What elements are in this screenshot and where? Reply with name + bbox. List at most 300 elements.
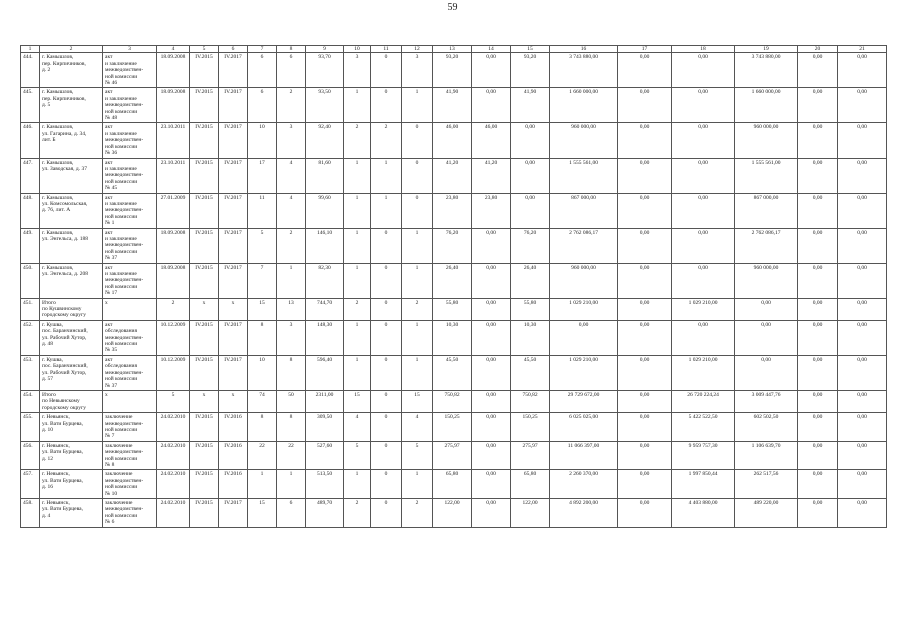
document-date-cell: 5 [157,390,190,412]
address-cell: г. Камышлов, ул. Энгельса, д. 208 [40,263,103,298]
planned-start-cell: IV.2015 [190,193,219,228]
area-total-cell: 76,20 [433,228,472,263]
regional-budget-cell: 0,00 [672,228,735,263]
column-number-header: 14 [472,46,511,53]
address-cell: Итого по Невьянскому городскому округу [40,390,103,412]
other-source-cell: 0,00 [838,470,887,499]
regional-budget-cell: 4 403 880,00 [672,499,735,528]
fund-cost-cell: 0,00 [618,298,672,320]
area-private-cell: 0,00 [472,298,511,320]
area-municipal-cell: 41,90 [511,88,550,123]
column-number-header: 2 [40,46,103,53]
cost-total-cell: 29 729 672,00 [550,390,618,412]
address-cell: г. Невьянск, ул. Вати Бурцева, д. 4 [40,499,103,528]
planned-start-cell: IV.2015 [190,228,219,263]
document-cell: заключение межведомствен- ной комиссии № 10 [103,470,157,499]
planned-end-cell: IV.2017 [219,193,248,228]
planned-start-cell: IV.2015 [190,413,219,442]
other-source-cell: 0,00 [838,88,887,123]
column-number-header: 5 [190,46,219,53]
cost-total-cell: 2 260 370,00 [550,470,618,499]
address-cell: г. Камышлов, ул. Заводская, д. 37 [40,158,103,193]
residents-count-cell: 11 [248,193,277,228]
local-budget-cell: 960 000,00 [735,263,798,298]
table-row [21,355,887,390]
local-budget-cell: 602 502,50 [735,413,798,442]
building-area-cell: 146,10 [306,228,344,263]
residents-planned-cell: 4 [277,158,306,193]
other-source-cell: 0,00 [838,355,887,390]
planned-end-cell: IV.2017 [219,123,248,158]
column-number-header: 3 [103,46,157,53]
regional-budget-cell: 0,00 [672,320,735,355]
area-private-cell: 0,00 [472,499,511,528]
rooms-municipal-cell: 0 [402,158,433,193]
row-number-cell: 448. [21,193,40,228]
column-number-header-row [21,46,887,53]
planned-end-cell: x [219,298,248,320]
area-municipal-cell: 93,20 [511,53,550,88]
regional-budget-cell: 0,00 [672,88,735,123]
rooms-municipal-cell: 2 [402,499,433,528]
document-date-cell: 10.12.2009 [157,355,190,390]
row-number-cell: 456. [21,441,40,470]
planned-end-cell: IV.2017 [219,263,248,298]
cost-total-cell: 1 029 210,00 [550,355,618,390]
residents-planned-cell: 1 [277,470,306,499]
rooms-municipal-cell: 0 [402,123,433,158]
column-number-header: 6 [219,46,248,53]
rooms-private-cell: 0 [371,320,402,355]
area-municipal-cell: 0,00 [511,193,550,228]
document-date-cell: 24.02.2010 [157,470,190,499]
planned-start-cell: IV.2015 [190,355,219,390]
column-number-header: 18 [672,46,735,53]
row-number-cell: 449. [21,228,40,263]
area-private-cell: 0,00 [472,355,511,390]
document-date-cell: 18.09.2008 [157,263,190,298]
planned-start-cell: IV.2015 [190,53,219,88]
regional-budget-cell: 0,00 [672,263,735,298]
other-source-cell: 0,00 [838,320,887,355]
area-private-cell: 0,00 [472,88,511,123]
local-budget-cell: 960 000,00 [735,123,798,158]
residents-planned-cell: 3 [277,320,306,355]
other-source-cell: 0,00 [838,53,887,88]
rooms-total-cell: 1 [344,263,371,298]
row-number-cell: 454. [21,390,40,412]
area-total-cell: 41,90 [433,88,472,123]
rooms-private-cell: 0 [371,53,402,88]
residents-planned-cell: 13 [277,298,306,320]
table-row [21,441,887,470]
building-area-cell: 309,50 [306,413,344,442]
fund-cost-cell: 0,00 [618,88,672,123]
extra-source-cell: 0,00 [798,470,838,499]
rooms-municipal-cell: 1 [402,320,433,355]
row-number-cell: 455. [21,413,40,442]
area-municipal-cell: 45,50 [511,355,550,390]
building-area-cell: 513,50 [306,470,344,499]
planned-start-cell: IV.2015 [190,263,219,298]
table-row [21,53,887,88]
row-number-cell: 458. [21,499,40,528]
rooms-municipal-cell: 5 [402,441,433,470]
row-number-cell: 452. [21,320,40,355]
fund-cost-cell: 0,00 [618,413,672,442]
building-area-cell: 489,70 [306,499,344,528]
planned-end-cell: x [219,390,248,412]
cost-total-cell: 11 066 397,00 [550,441,618,470]
cost-total-cell: 0,00 [550,320,618,355]
rooms-total-cell: 1 [344,193,371,228]
planned-end-cell: IV.2016 [219,441,248,470]
other-source-cell: 0,00 [838,441,887,470]
table-row [21,298,887,320]
area-total-cell: 93,20 [433,53,472,88]
fund-cost-cell: 0,00 [618,228,672,263]
rooms-private-cell: 0 [371,470,402,499]
extra-source-cell: 0,00 [798,298,838,320]
residents-count-cell: 74 [248,390,277,412]
document-cell: заключение межведомствен- ной комиссии № 8 [103,441,157,470]
area-private-cell: 0,00 [472,470,511,499]
cost-total-cell: 960 000,00 [550,123,618,158]
extra-source-cell: 0,00 [798,441,838,470]
planned-start-cell: IV.2015 [190,470,219,499]
planned-end-cell: IV.2016 [219,413,248,442]
column-number-header: 4 [157,46,190,53]
regional-budget-cell: 0,00 [672,193,735,228]
building-area-cell: 596,40 [306,355,344,390]
address-cell: г. Камышлов, ул. Энгельса, д. 188 [40,228,103,263]
planned-end-cell: IV.2017 [219,355,248,390]
extra-source-cell: 0,00 [798,123,838,158]
residents-planned-cell: 1 [277,263,306,298]
local-budget-cell: 2 762 086,17 [735,228,798,263]
document-date-cell: 23.10.2011 [157,158,190,193]
planned-end-cell: IV.2017 [219,320,248,355]
column-number-header: 12 [402,46,433,53]
rooms-private-cell: 0 [371,298,402,320]
rooms-total-cell: 5 [344,441,371,470]
area-private-cell: 46,00 [472,123,511,158]
rooms-total-cell: 1 [344,355,371,390]
other-source-cell: 0,00 [838,193,887,228]
planned-start-cell: IV.2015 [190,123,219,158]
rooms-total-cell: 2 [344,123,371,158]
area-private-cell: 0,00 [472,413,511,442]
row-number-cell: 453. [21,355,40,390]
other-source-cell: 0,00 [838,413,887,442]
regional-budget-cell: 9 959 757,30 [672,441,735,470]
rooms-municipal-cell: 15 [402,390,433,412]
cost-total-cell: 2 762 086,17 [550,228,618,263]
rooms-private-cell: 2 [371,123,402,158]
planned-end-cell: IV.2017 [219,158,248,193]
extra-source-cell: 0,00 [798,413,838,442]
rooms-total-cell: 1 [344,228,371,263]
document-cell: акт и заключение межведомствен- ной комиссии № 17 [103,263,157,298]
column-number-header: 7 [248,46,277,53]
table-row [21,470,887,499]
planned-end-cell: IV.2017 [219,88,248,123]
area-private-cell: 0,00 [472,390,511,412]
planned-start-cell: IV.2015 [190,441,219,470]
area-private-cell: 0,00 [472,53,511,88]
local-budget-cell: 1 555 561,00 [735,158,798,193]
rooms-private-cell: 0 [371,88,402,123]
document-date-cell: 24.02.2010 [157,499,190,528]
address-cell: г. Камышлов, пер. Кирпичников, д. 2 [40,53,103,88]
column-number-header: 1 [21,46,40,53]
fund-cost-cell: 0,00 [618,441,672,470]
local-budget-cell: 1 660 000,00 [735,88,798,123]
regional-budget-cell: 0,00 [672,123,735,158]
other-source-cell: 0,00 [838,390,887,412]
area-total-cell: 65,80 [433,470,472,499]
column-number-header: 21 [838,46,887,53]
local-budget-cell: 3 009 447,76 [735,390,798,412]
residents-count-cell: 7 [248,263,277,298]
document-date-cell: 10.12.2009 [157,320,190,355]
fund-cost-cell: 0,00 [618,158,672,193]
residents-count-cell: 1 [248,470,277,499]
address-cell: г. Невьянск, ул. Вати Бурцева, д. 16 [40,470,103,499]
residents-count-cell: 8 [248,413,277,442]
area-municipal-cell: 750,82 [511,390,550,412]
local-budget-cell: 0,00 [735,320,798,355]
other-source-cell: 0,00 [838,228,887,263]
area-private-cell: 0,00 [472,228,511,263]
residents-count-cell: 17 [248,158,277,193]
residents-count-cell: 15 [248,499,277,528]
document-date-cell: 18.09.2008 [157,228,190,263]
rooms-municipal-cell: 3 [402,53,433,88]
local-budget-cell: 867 000,00 [735,193,798,228]
column-number-header: 20 [798,46,838,53]
cost-total-cell: 1 555 561,00 [550,158,618,193]
document-cell: x [103,390,157,412]
rooms-total-cell: 1 [344,320,371,355]
planned-end-cell: IV.2017 [219,53,248,88]
regional-budget-cell: 5 422 522,50 [672,413,735,442]
building-area-cell: 99,60 [306,193,344,228]
table-row [21,123,887,158]
extra-source-cell: 0,00 [798,158,838,193]
extra-source-cell: 0,00 [798,88,838,123]
area-private-cell: 0,00 [472,263,511,298]
row-number-cell: 447. [21,158,40,193]
row-number-cell: 450. [21,263,40,298]
extra-source-cell: 0,00 [798,228,838,263]
cost-total-cell: 3 743 880,00 [550,53,618,88]
area-municipal-cell: 122,00 [511,499,550,528]
address-cell: г. Камышлов, пер. Кирпичников, д. 5 [40,88,103,123]
document-cell: акт и заключение межведомствен- ной комиссии № 37 [103,228,157,263]
area-municipal-cell: 26,40 [511,263,550,298]
regional-budget-cell: 1 029 210,00 [672,298,735,320]
rooms-municipal-cell: 0 [402,193,433,228]
area-municipal-cell: 65,80 [511,470,550,499]
fund-cost-cell: 0,00 [618,390,672,412]
planned-start-cell: IV.2015 [190,320,219,355]
column-number-header: 9 [306,46,344,53]
extra-source-cell: 0,00 [798,499,838,528]
residents-count-cell: 6 [248,88,277,123]
rooms-private-cell: 0 [371,390,402,412]
fund-cost-cell: 0,00 [618,193,672,228]
building-area-cell: 2311,00 [306,390,344,412]
extra-source-cell: 0,00 [798,390,838,412]
area-private-cell: 0,00 [472,320,511,355]
residents-planned-cell: 2 [277,228,306,263]
document-cell: акт обследования межведомствен- ной комиссии № 35 [103,320,157,355]
cost-total-cell: 1 029 210,00 [550,298,618,320]
rooms-municipal-cell: 1 [402,228,433,263]
area-total-cell: 45,50 [433,355,472,390]
rooms-private-cell: 0 [371,499,402,528]
rooms-total-cell: 3 [344,53,371,88]
cost-total-cell: 4 892 200,00 [550,499,618,528]
table-row [21,320,887,355]
rooms-municipal-cell: 2 [402,298,433,320]
document-date-cell: 23.10.2011 [157,123,190,158]
document-cell: акт и заключение межведомствен- ной комиссии № 46 [103,53,157,88]
other-source-cell: 0,00 [838,123,887,158]
table-row [21,390,887,412]
area-municipal-cell: 55,80 [511,298,550,320]
column-number-header: 17 [618,46,672,53]
rooms-private-cell: 0 [371,441,402,470]
rooms-municipal-cell: 1 [402,88,433,123]
document-date-cell: 18.09.2008 [157,53,190,88]
residents-planned-cell: 50 [277,390,306,412]
rooms-total-cell: 1 [344,470,371,499]
rooms-total-cell: 2 [344,499,371,528]
rooms-private-cell: 0 [371,413,402,442]
document-date-cell: 27.01.2009 [157,193,190,228]
table-row [21,193,887,228]
residents-count-cell: 10 [248,355,277,390]
address-cell: г. Камышлов, ул. Комсомольская, д. 76, лит. А [40,193,103,228]
table-row [21,413,887,442]
fund-cost-cell: 0,00 [618,53,672,88]
fund-cost-cell: 0,00 [618,263,672,298]
column-number-header: 15 [511,46,550,53]
area-total-cell: 750,82 [433,390,472,412]
area-total-cell: 10,30 [433,320,472,355]
extra-source-cell: 0,00 [798,263,838,298]
fund-cost-cell: 0,00 [618,123,672,158]
rooms-total-cell: 4 [344,413,371,442]
rooms-municipal-cell: 1 [402,355,433,390]
address-cell: г. Камышлов, ул. Гагарина, д. 34, лит. Б [40,123,103,158]
rooms-total-cell: 2 [344,298,371,320]
cost-total-cell: 1 660 000,00 [550,88,618,123]
planned-start-cell: IV.2015 [190,158,219,193]
local-budget-cell: 0,00 [735,298,798,320]
residents-planned-cell: 6 [277,499,306,528]
local-budget-cell: 0,00 [735,355,798,390]
row-number-cell: 451. [21,298,40,320]
area-municipal-cell: 0,00 [511,158,550,193]
building-area-cell: 92,40 [306,123,344,158]
rooms-total-cell: 15 [344,390,371,412]
column-number-header: 11 [371,46,402,53]
residents-count-cell: 15 [248,298,277,320]
residents-planned-cell: 4 [277,193,306,228]
regional-budget-cell: 1 997 850,44 [672,470,735,499]
building-area-cell: 82,30 [306,263,344,298]
extra-source-cell: 0,00 [798,193,838,228]
residents-count-cell: 10 [248,123,277,158]
document-date-cell: 18.09.2008 [157,88,190,123]
table-row [21,499,887,528]
address-cell: г. Кушва, пос. Баранчинский, ул. Рабочий Хутор, д. 57 [40,355,103,390]
area-total-cell: 275,97 [433,441,472,470]
residents-count-cell: 6 [248,53,277,88]
rooms-private-cell: 1 [371,193,402,228]
building-area-cell: 93,70 [306,53,344,88]
area-total-cell: 26,40 [433,263,472,298]
document-cell: акт и заключение межведомствен- ной комиссии № 1 [103,193,157,228]
rooms-municipal-cell: 1 [402,470,433,499]
planned-start-cell: x [190,390,219,412]
area-private-cell: 23,80 [472,193,511,228]
residents-planned-cell: 2 [277,88,306,123]
planned-end-cell: IV.2017 [219,228,248,263]
address-cell: г. Невьянск, ул. Вати Бурцева, д. 12 [40,441,103,470]
residents-count-cell: 8 [248,320,277,355]
document-cell: x [103,298,157,320]
column-number-header: 19 [735,46,798,53]
table-row [21,263,887,298]
extra-source-cell: 0,00 [798,53,838,88]
building-area-cell: 93,50 [306,88,344,123]
residents-planned-cell: 8 [277,413,306,442]
document-cell: акт и заключение межведомствен- ной комиссии № 48 [103,88,157,123]
building-area-cell: 148,30 [306,320,344,355]
extra-source-cell: 0,00 [798,320,838,355]
rooms-municipal-cell: 1 [402,263,433,298]
regional-budget-cell: 0,00 [672,158,735,193]
area-total-cell: 23,80 [433,193,472,228]
page-number: 59 [447,2,458,13]
other-source-cell: 0,00 [838,298,887,320]
fund-cost-cell: 0,00 [618,320,672,355]
residents-count-cell: 5 [248,228,277,263]
building-area-cell: 744,70 [306,298,344,320]
residents-count-cell: 22 [248,441,277,470]
area-municipal-cell: 0,00 [511,123,550,158]
address-cell: г. Невьянск, ул. Вати Бурцева, д. 10 [40,413,103,442]
planned-start-cell: IV.2015 [190,499,219,528]
local-budget-cell: 489 220,00 [735,499,798,528]
rooms-total-cell: 1 [344,88,371,123]
planned-end-cell: IV.2016 [219,470,248,499]
row-number-cell: 446. [21,123,40,158]
column-number-header: 13 [433,46,472,53]
row-number-cell: 444. [21,53,40,88]
resettlement-register-table [20,45,887,528]
rooms-private-cell: 0 [371,228,402,263]
column-number-header: 10 [344,46,371,53]
residents-planned-cell: 22 [277,441,306,470]
area-municipal-cell: 150,25 [511,413,550,442]
residents-planned-cell: 6 [277,53,306,88]
area-total-cell: 46,00 [433,123,472,158]
